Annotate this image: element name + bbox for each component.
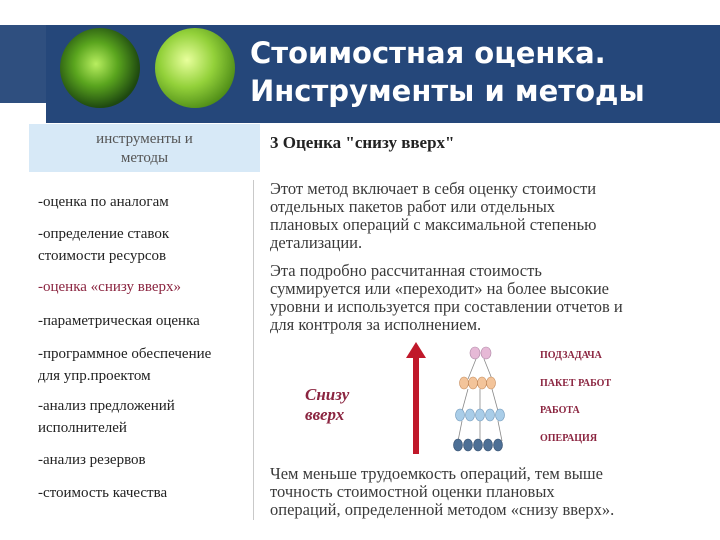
bottom-up-label xyxy=(305,385,375,425)
leaf-image-2 xyxy=(155,28,235,108)
tools-header-line-2: методы xyxy=(120,150,169,166)
wbs-hierarchy-diagram xyxy=(450,345,510,455)
tool-item-parametric[interactable] xyxy=(38,310,253,332)
text-line: детализации. xyxy=(270,233,363,252)
level-label-work-package: ПАКЕТ РАБОТ xyxy=(540,378,612,389)
tool-item-analogs[interactable] xyxy=(38,191,253,213)
tool-item-label-2: стоимости ресурсов xyxy=(38,248,167,264)
column-divider xyxy=(253,180,254,520)
text-line: Эта подробно рассчитанная стоимость xyxy=(270,261,542,280)
text-line: Этот метод включает в себя оценку стоимости xyxy=(270,179,597,198)
slide-title-line-1: Стоимостная оценка. xyxy=(250,36,606,70)
tools-header-line-1: инструменты и xyxy=(96,131,193,147)
text-line: отдельных пакетов работ или отдельных xyxy=(270,197,556,216)
up-arrow-icon xyxy=(404,342,428,454)
text-line: плановых операций с максимальной степенью xyxy=(270,215,597,234)
tool-item-label: -оценка «снизу вверх» xyxy=(38,279,181,295)
bottom-up-label-line-2: вверх xyxy=(305,405,345,424)
tool-item-label: -определение ставок xyxy=(38,226,170,242)
tool-item-quality-cost[interactable] xyxy=(38,482,253,504)
leaf-image-1 xyxy=(60,28,140,108)
text-line: операций, определенной методом «снизу вверх». xyxy=(270,500,615,519)
text-line: Чем меньше трудоемкость операций, тем выше xyxy=(270,464,603,483)
tool-item-label: -анализ резервов xyxy=(38,452,146,468)
tool-item-label: -параметрическая оценка xyxy=(38,313,200,329)
tool-item-label-2: для упр.проектом xyxy=(38,368,151,384)
description-paragraph-1 xyxy=(270,180,705,252)
text-line: суммируется или «переходит» на более высокие xyxy=(270,279,610,298)
tool-item-software[interactable] xyxy=(38,343,253,387)
tool-item-label: -оценка по аналогам xyxy=(38,194,169,210)
tool-item-label-2: исполнителей xyxy=(38,420,127,436)
level-label-work: РАБОТА xyxy=(540,405,580,416)
slide-title xyxy=(250,34,710,110)
text-line: уровни и используется при составлении отчетов и xyxy=(270,297,623,316)
tool-item-label: -программное обеспечение xyxy=(38,346,212,362)
tool-item-vendor-bids[interactable] xyxy=(38,395,253,439)
tool-item-label: -стоимость качества xyxy=(38,485,168,501)
slide-title-line-2: Инструменты и методы xyxy=(250,74,645,108)
text-line: точность стоимостной оценки плановых xyxy=(270,482,555,501)
tools-header xyxy=(29,124,260,172)
tool-item-bottom-up[interactable] xyxy=(38,276,253,298)
level-label-subtask: ПОДЗАДАЧА xyxy=(540,350,602,361)
section-title: 3 Оценка "снизу вверх" xyxy=(270,133,455,152)
tool-item-reserves[interactable] xyxy=(38,449,253,471)
level-label-operation: ОПЕРАЦИЯ xyxy=(540,433,598,444)
tool-item-label: -анализ предложений xyxy=(38,398,175,414)
bottom-up-label-line-1: Снизу xyxy=(305,385,350,404)
conclusion-text xyxy=(270,465,710,519)
description-paragraph-2 xyxy=(270,262,705,334)
tool-item-resource-rates[interactable] xyxy=(38,223,253,267)
text-line: для контроля за исполнением. xyxy=(270,315,482,334)
